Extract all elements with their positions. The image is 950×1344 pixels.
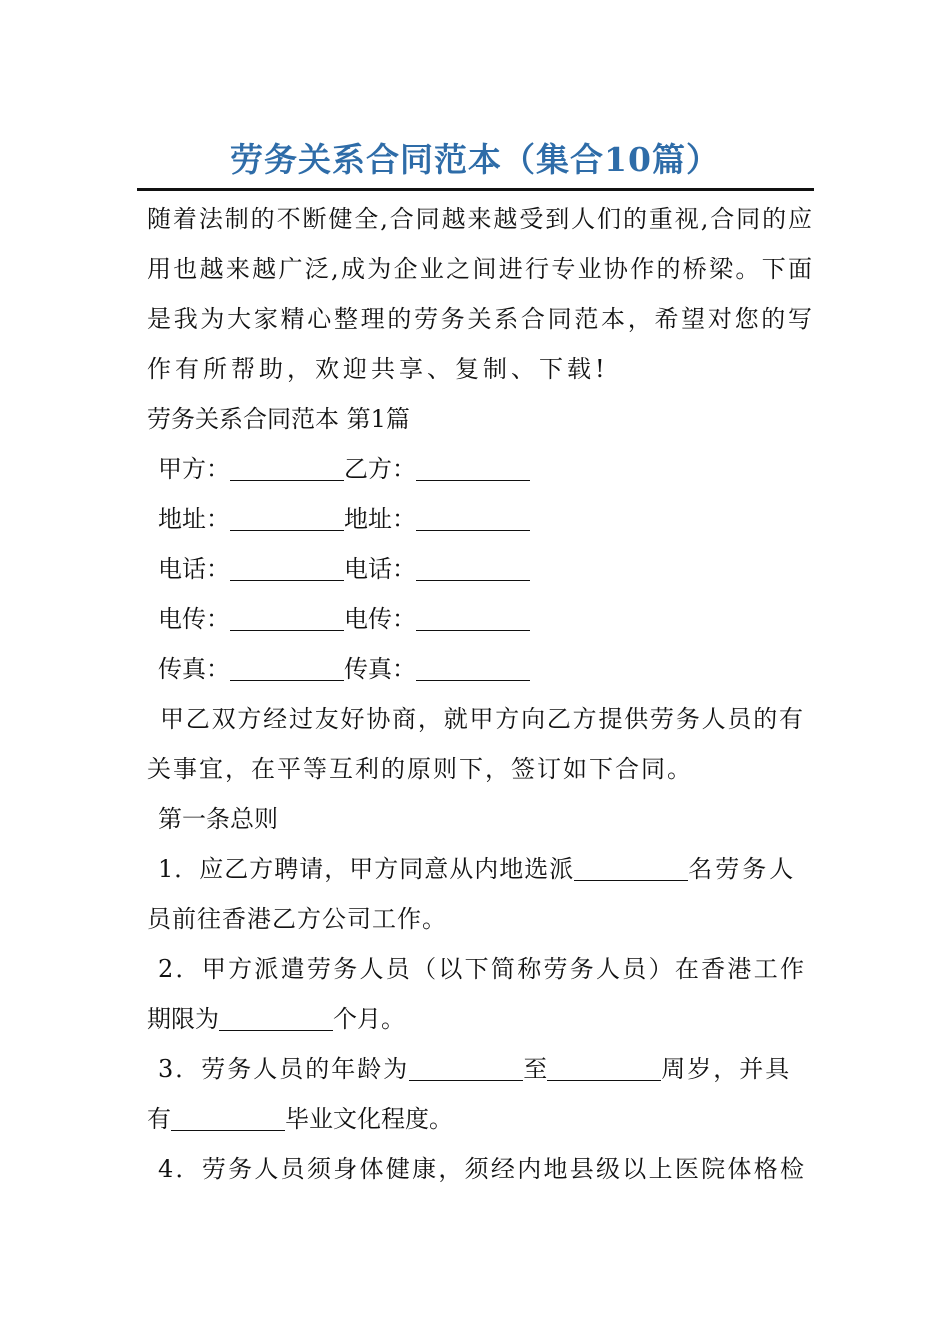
party-b-label: 电传： (344, 605, 416, 633)
blank-field[interactable] (416, 506, 530, 531)
intro-line-4: 作有所帮助，欢迎共享、复制、下载! (147, 355, 609, 383)
clause-1-line-2: 员前往香港乙方公司工作。 (147, 905, 447, 933)
blank-field[interactable] (230, 606, 344, 631)
blank-field[interactable] (416, 456, 530, 481)
party-row-name (158, 452, 823, 486)
blank-field[interactable] (230, 556, 344, 581)
section-heading: 劳务关系合同范本 第1篇 (147, 405, 410, 433)
blank-field[interactable] (219, 1006, 333, 1031)
clause-3-text-b: 至 (523, 1055, 548, 1083)
clause-2-text-b: 个月。 (333, 1005, 405, 1033)
party-row-fax (158, 652, 823, 686)
party-a-label: 甲方： (158, 455, 230, 483)
party-row-address (158, 502, 823, 536)
clause-4-line-1: 4．劳务人员须身体健康，须经内地县级以上医院体格检 (158, 1155, 804, 1183)
clause-2-line-1: 2．甲方派遣劳务人员（以下简称劳务人员）在香港工作 (158, 955, 804, 983)
party-row-telex (158, 602, 823, 636)
blank-field[interactable] (416, 556, 530, 581)
party-b-label: 地址： (344, 505, 416, 533)
party-row-phone (158, 552, 823, 586)
party-a-label: 地址： (158, 505, 230, 533)
clause-2-text-a: 期限为 (147, 1005, 219, 1033)
preamble-line-1: 甲乙双方经过友好协商，就甲方向乙方提供劳务人员的有 (160, 705, 803, 733)
blank-field[interactable] (416, 606, 530, 631)
clause-3-line-1 (158, 1052, 804, 1086)
blank-field[interactable] (574, 856, 688, 881)
blank-field[interactable] (547, 1056, 661, 1081)
blank-field[interactable] (230, 456, 344, 481)
clause-3-line-2 (147, 1102, 812, 1136)
party-b-label: 传真： (344, 655, 416, 683)
document-title: 劳务关系合同范本（集合10篇） (230, 140, 720, 179)
blank-field[interactable] (230, 656, 344, 681)
party-b-label: 电话： (344, 555, 416, 583)
clause-1-text-a: 1．应乙方聘请，甲方同意从内地选派 (158, 855, 575, 883)
clause-3-text-e: 毕业文化程度。 (285, 1105, 453, 1133)
title-rule (137, 188, 814, 191)
party-a-label: 电传： (158, 605, 230, 633)
clause-1-line-1 (158, 852, 804, 886)
intro-line-3: 是我为大家精心整理的劳务关系合同范本，希望对您的写 (147, 305, 812, 333)
clause-2-line-2 (147, 1002, 812, 1036)
blank-field[interactable] (416, 656, 530, 681)
article-1-heading: 第一条总则 (158, 805, 278, 833)
clause-3-text-c: 周岁，并具 (661, 1055, 792, 1083)
blank-field[interactable] (171, 1106, 285, 1131)
intro-line-2: 用也越来越广泛,成为企业之间进行专业协作的桥梁。下面 (147, 255, 812, 283)
clause-3-text-d: 有 (147, 1105, 171, 1133)
party-b-label: 乙方： (344, 455, 416, 483)
party-a-label: 传真： (158, 655, 230, 683)
clause-1-text-b: 名劳务人 (688, 855, 797, 883)
blank-field[interactable] (230, 506, 344, 531)
intro-line-1: 随着法制的不断健全,合同越来越受到人们的重视,合同的应 (147, 205, 812, 233)
clause-3-text-a: 3．劳务人员的年龄为 (158, 1055, 410, 1083)
preamble-line-2: 关事宜，在平等互利的原则下，签订如下合同。 (147, 755, 693, 783)
party-a-label: 电话： (158, 555, 230, 583)
blank-field[interactable] (409, 1056, 523, 1081)
